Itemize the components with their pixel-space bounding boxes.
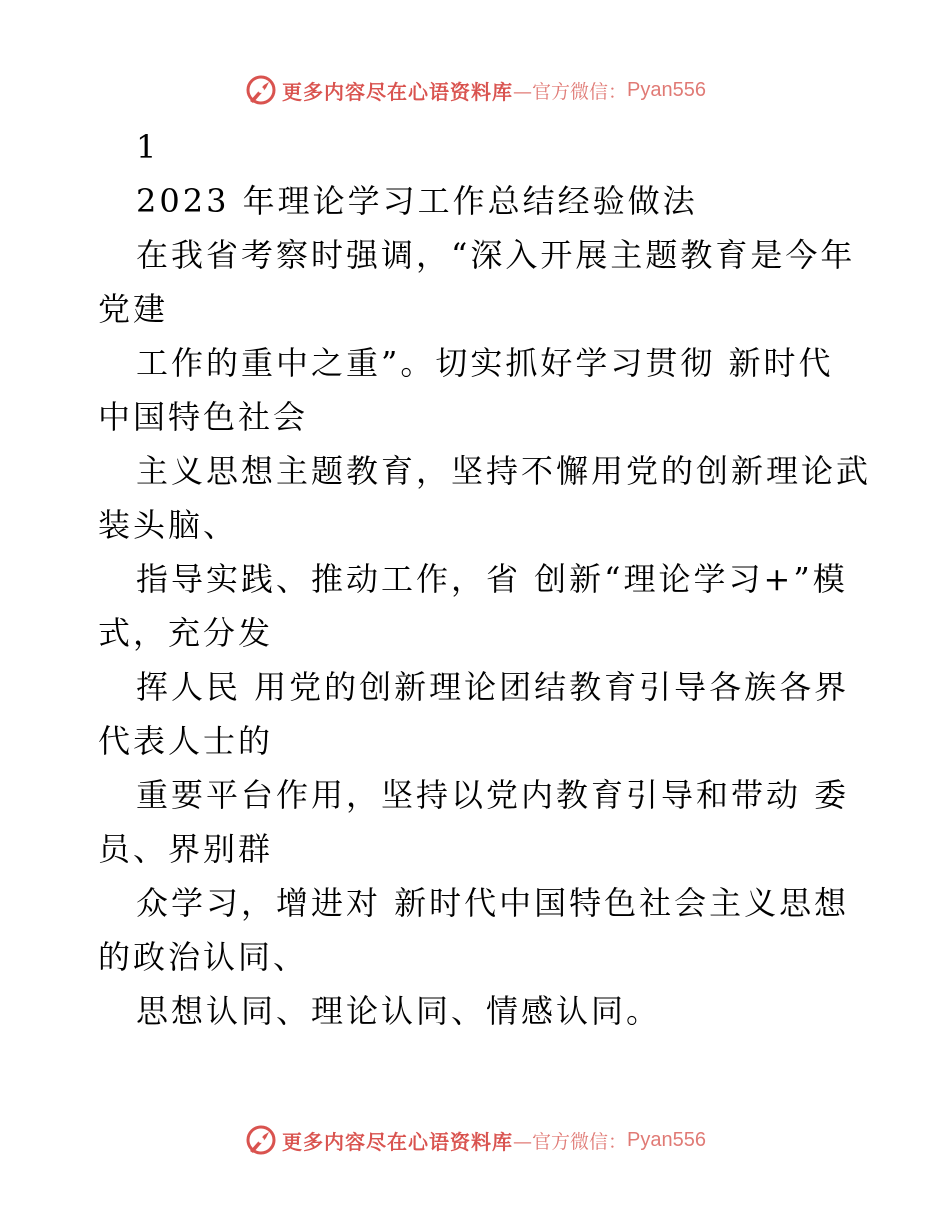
document-line: 代表人士的: [98, 722, 274, 760]
watermark-brand-text: 更多内容尽在心语资料库: [282, 1129, 513, 1154]
document-line: 装头脑、: [98, 506, 239, 544]
watermark-separator: —官方微信：: [513, 80, 628, 103]
document-line: 的政治认同、: [98, 938, 309, 976]
watermark-separator: —官方微信：: [513, 1130, 628, 1153]
document-line: 思想认同、理论认同、情感认同。: [136, 992, 662, 1030]
document-line: 2023 年理论学习工作总结经验做法: [136, 182, 698, 220]
document-body: [98, 120, 872, 1038]
document-line: 式，充分发: [98, 614, 274, 652]
document-line: 1: [136, 128, 160, 166]
document-line: 重要平台作用，坚持以党内教育引导和带动 委: [136, 776, 850, 814]
header-watermark: [0, 70, 950, 110]
document-line: 员、界别群: [98, 830, 274, 868]
pen-logo-icon: [244, 1123, 278, 1157]
document-line: 党建: [98, 290, 169, 328]
watermark-wechat-id: Pyan556: [627, 78, 706, 101]
document-line: 中国特色社会: [98, 398, 309, 436]
document-line: 在我省考察时强调，“深入开展主题教育是今年: [136, 236, 856, 274]
watermark-brand-text: 更多内容尽在心语资料库: [282, 79, 513, 104]
document-line: 主义思想主题教育，坚持不懈用党的创新理论武: [136, 452, 872, 490]
document-line: 众学习，增进对 新时代中国特色社会主义思想: [136, 884, 850, 922]
footer-watermark: [0, 1120, 950, 1160]
watermark-wechat-id: Pyan556: [627, 1128, 706, 1151]
document-line: 工作的重中之重”。切实抓好学习贯彻 新时代: [136, 344, 834, 382]
document-line: 指导实践、推动工作，省 创新“理论学习+”模: [136, 560, 848, 598]
pen-logo-icon: [244, 73, 278, 107]
document-line: 挥人民 用党的创新理论团结教育引导各族各界: [136, 668, 850, 706]
